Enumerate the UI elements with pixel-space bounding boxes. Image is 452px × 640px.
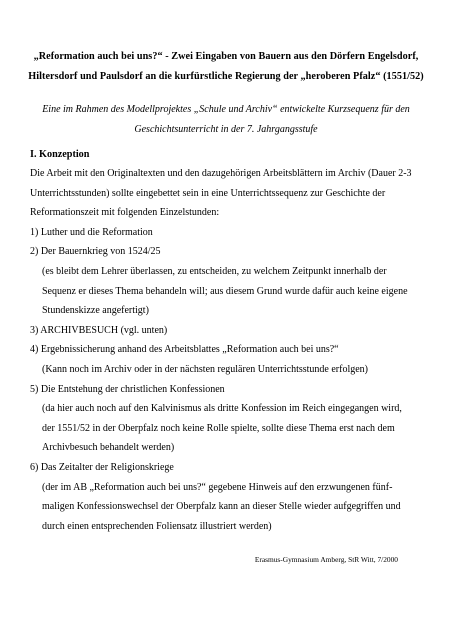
- subtitle-line: Geschichtsunterricht in der 7. Jahrgangsstufe: [134, 124, 318, 135]
- list-item: 2) Der Bauernkrieg von 1524/25: [30, 246, 161, 258]
- body-text: [30, 164, 430, 536]
- list-item: 4) Ergebnissicherung anhand des Arbeitsblattes „Reformation auch bei uns?“: [30, 344, 339, 356]
- list-note-line: Sequenz er dieses Thema behandeln will; aus diesem Grund wurde dafür auch keine eigene: [42, 285, 408, 297]
- list-note-line: (es bleibt dem Lehrer überlassen, zu entscheiden, zu welchem Zeitpunkt innerhalb der: [42, 265, 387, 277]
- list-note-line: (Kann noch im Archiv oder in der nächsten regulären Unterrichtsstunde erfolgen): [42, 363, 368, 375]
- section-heading: I. Konzeption: [30, 149, 90, 160]
- list-note-line: maligen Konfessionswechsel der Oberpfalz kann an dieser Stelle wieder aufgegriffen und: [42, 501, 401, 513]
- document-footer: Erasmus-Gymnasium Amberg, StR Witt, 7/2000: [254, 555, 398, 564]
- list-item: 6) Das Zeitalter der Religionskriege: [30, 461, 174, 473]
- list-item: 3) ARCHIVBESUCH (vgl. unten): [30, 324, 168, 336]
- list-note-line: Archivbesuch behandelt werden): [42, 442, 175, 454]
- text-line: Reformationszeit mit folgenden Einzelstunden:: [30, 207, 220, 219]
- list-item: 1) Luther und die Reformation: [30, 226, 153, 238]
- text-line: Unterrichtsstunden) sollte eingebettet sein in eine Unterrichtssequenz zur Geschichte der: [30, 187, 386, 199]
- list-note-line: der 1551/52 in der Oberpfalz noch keine Rolle spielte, sollte diese Thema erst nach dem: [42, 422, 395, 434]
- document-title: [28, 47, 424, 87]
- title-line: „Reformation auch bei uns?“ - Zwei Eingaben von Bauern aus den Dörfern Engelsdorf,: [33, 51, 419, 62]
- document-subtitle: [28, 100, 424, 140]
- list-note-line: (der im AB „Reformation auch bei uns?“ gegebene Hinweis auf den erzwungenen fünf-: [42, 481, 393, 493]
- list-note-line: (da hier auch noch auf den Kalvinismus als dritte Konfession im Reich eingegangen wird,: [42, 403, 402, 415]
- text-line: Die Arbeit mit den Originaltexten und den dazugehörigen Arbeitsblättern im Archiv (Dauer 2-3: [30, 168, 412, 179]
- list-note-line: durch einen entsprechenden Foliensatz illustriert werden): [42, 520, 272, 532]
- title-line: Hiltersdorf und Paulsdorf an die kurfürstliche Regierung der „heroberen Pfalz“ (1551/52): [28, 71, 424, 82]
- subtitle-line: Eine im Rahmen des Modellprojektes „Schule und Archiv“ entwickelte Kurzsequenz für den: [42, 104, 410, 115]
- list-note-line: Stundenskizze angefertigt): [42, 305, 149, 317]
- list-item: 5) Die Entstehung der christlichen Konfessionen: [30, 383, 225, 395]
